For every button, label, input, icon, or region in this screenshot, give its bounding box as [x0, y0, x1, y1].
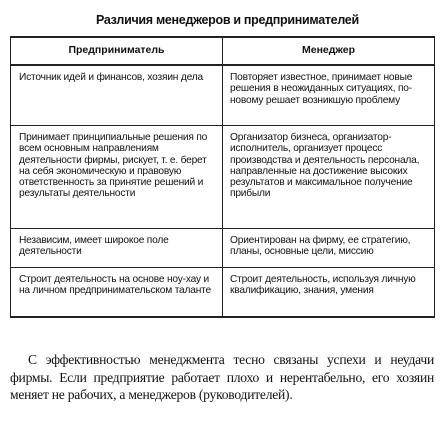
table-row	[11, 126, 435, 229]
column-header-entrepreneur: Предприниматель	[11, 37, 223, 65]
body-paragraph-text: С эффективностью менеджмента тесно связаны успехи и неудачи фирмы. Если предприятие работает плохо и нерентабельно, его хозяин меняет не рабочих, а менеджеров (руководителей).	[10, 352, 434, 402]
table-title: Различия менеджеров и предпринимателей	[96, 13, 359, 27]
table-row	[11, 65, 435, 126]
entrepreneur-cell: Источник идей и финансов, хозяин дела	[11, 65, 223, 126]
table-row	[11, 229, 435, 268]
entrepreneur-cell: Принимает принципиальные решения по всем основным направлениям деятельности фирмы, рискует, т. е. берет на себя экономическую и правовую ответственность за принятие решений и результаты деятельности	[11, 126, 223, 229]
entrepreneur-cell: Независим, имеет широкое поле деятельности	[11, 229, 223, 268]
column-header-manager: Менеджер	[223, 37, 435, 65]
body-paragraph	[10, 351, 434, 404]
manager-cell: Строит деятельность, используя личную квалификацию, знания, умения	[223, 268, 435, 318]
entrepreneur-cell: Строит деятельность на основе ноу-хау и на личном предпринимательском таланте	[11, 268, 223, 318]
manager-cell: Организатор бизнеса, организатор-исполнитель, организует процесс производства и деятельность персонала, направленные на достижение высоких результатов и максимальное получение прибыли	[223, 126, 435, 229]
comparison-table	[10, 36, 435, 318]
table-header-row	[11, 37, 435, 65]
table-row	[11, 268, 435, 318]
manager-cell: Повторяет известное, принимает новые решения в неожиданных ситуациях, по-новому решает возникшую проблему	[223, 65, 435, 126]
manager-cell: Ориентирован на фирму, ее стратегию, планы, основные цели, миссию	[223, 229, 435, 268]
